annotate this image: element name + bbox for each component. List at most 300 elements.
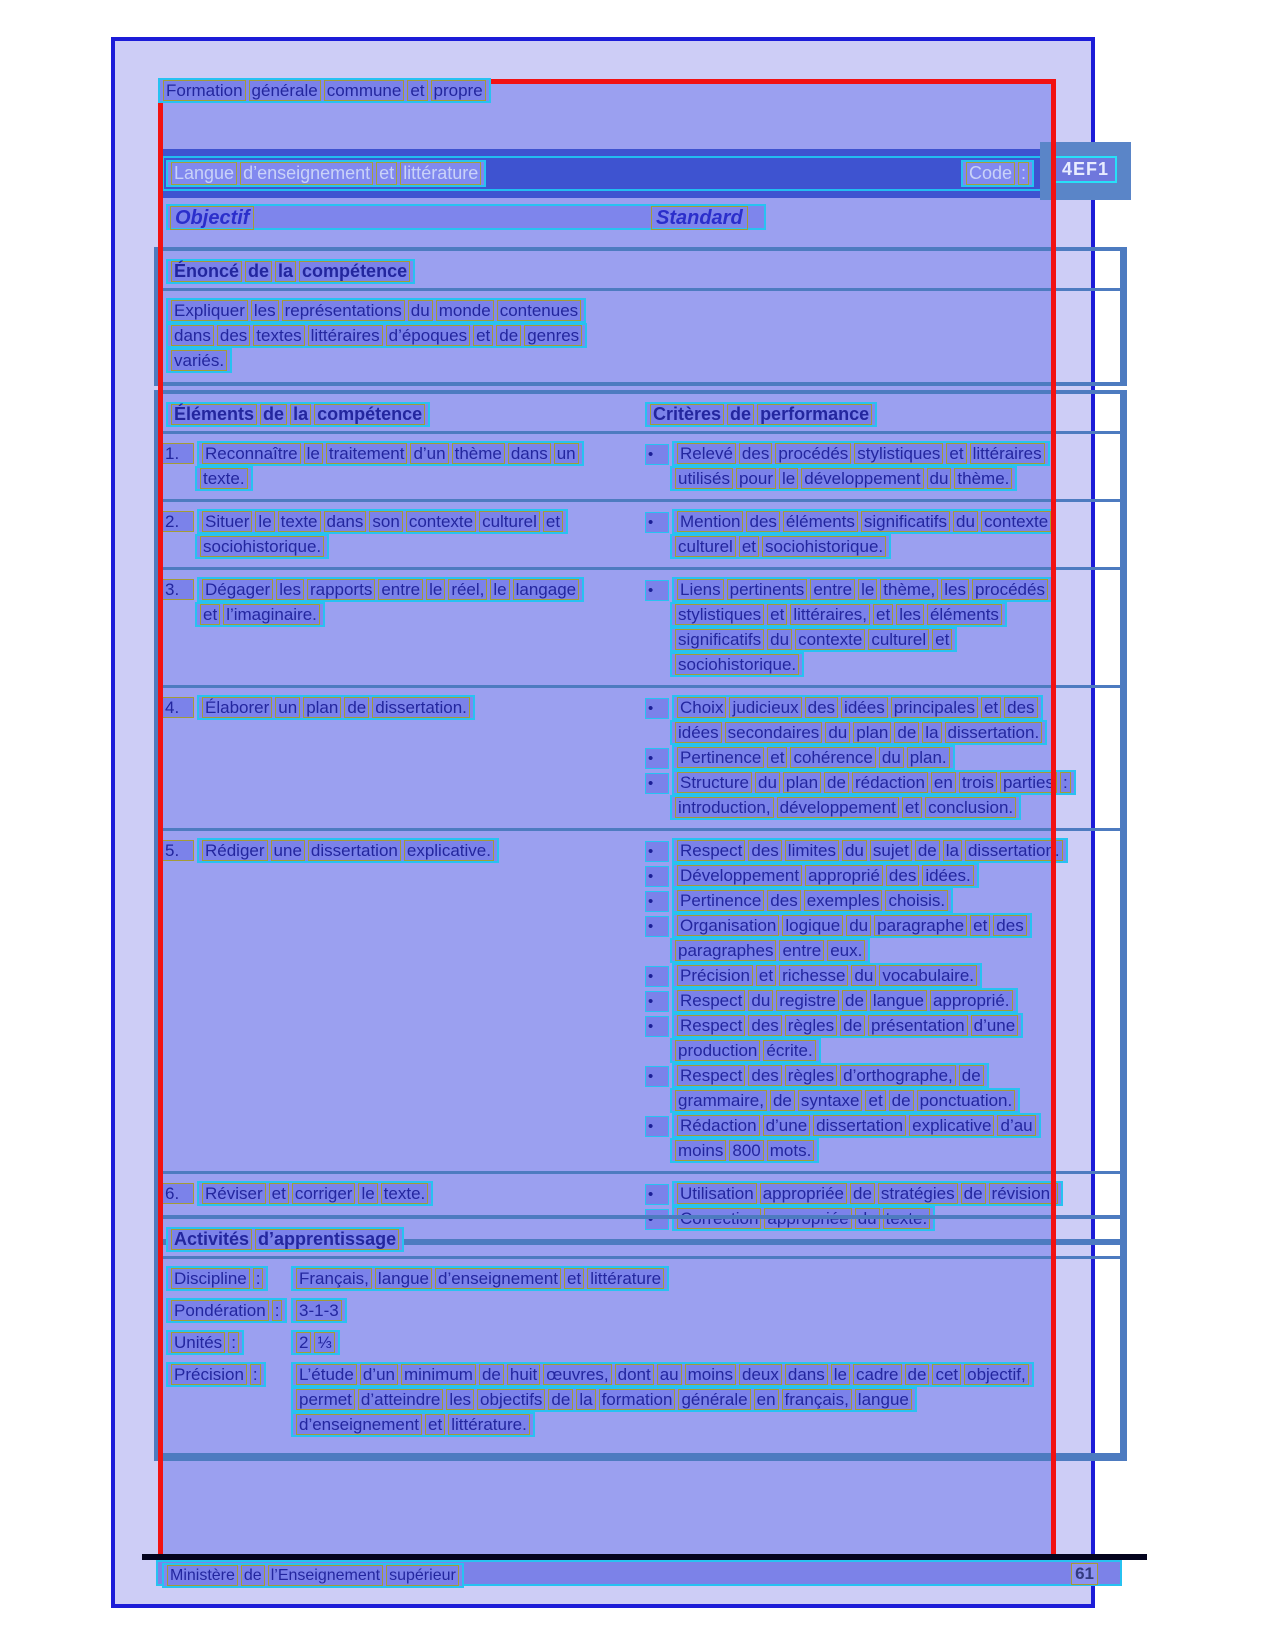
word: contexte bbox=[981, 511, 1051, 532]
text-line bbox=[670, 602, 1120, 624]
text-line bbox=[645, 577, 1120, 599]
word: propre bbox=[431, 80, 486, 101]
word: cet bbox=[932, 1364, 961, 1385]
elements-rows bbox=[158, 434, 1120, 1239]
word: développement bbox=[777, 797, 899, 818]
word: stylistiques bbox=[675, 604, 764, 625]
word: Utilisation bbox=[677, 1183, 757, 1204]
word: du bbox=[855, 1208, 880, 1229]
word: culturel bbox=[479, 511, 540, 532]
text-line bbox=[162, 695, 645, 717]
word: son bbox=[369, 511, 402, 532]
word: d’époques bbox=[386, 325, 470, 346]
word: de bbox=[961, 1183, 986, 1204]
word: grammaire, bbox=[675, 1090, 767, 1111]
word: secondaires bbox=[725, 722, 823, 743]
word: Expliquer bbox=[171, 300, 248, 321]
word: et bbox=[981, 697, 1001, 718]
word: la bbox=[576, 1389, 595, 1410]
text-line bbox=[645, 402, 877, 424]
footer-text bbox=[162, 1563, 1120, 1585]
enonce-table bbox=[154, 247, 1127, 386]
word: L’étude bbox=[296, 1364, 357, 1385]
word: conclusion. bbox=[925, 797, 1016, 818]
activites-fields bbox=[158, 1259, 1120, 1453]
word: Développement bbox=[677, 865, 802, 886]
item-number: 4. bbox=[162, 697, 194, 718]
word: traitement bbox=[326, 443, 408, 464]
content-region bbox=[158, 79, 1110, 1584]
word: texte. bbox=[200, 468, 248, 489]
word: d’enseignement bbox=[435, 1268, 561, 1289]
bullet-icon: • bbox=[645, 1209, 669, 1230]
word: culturel bbox=[675, 536, 736, 557]
text-line bbox=[166, 259, 1120, 281]
word: et bbox=[902, 797, 922, 818]
bullet-icon: • bbox=[645, 512, 669, 533]
word: : bbox=[1060, 772, 1071, 793]
code-value: 4EF1 bbox=[1054, 156, 1117, 183]
word: : bbox=[1018, 162, 1029, 185]
word: et bbox=[564, 1268, 584, 1289]
word: du bbox=[846, 915, 871, 936]
activites-heading bbox=[158, 1219, 1120, 1259]
word: registre bbox=[776, 990, 839, 1011]
word: introduction, bbox=[675, 797, 774, 818]
word: et bbox=[200, 604, 220, 625]
word: parties bbox=[1000, 772, 1057, 793]
word: : bbox=[272, 1300, 283, 1321]
word: de bbox=[905, 1364, 930, 1385]
word: : bbox=[228, 1332, 239, 1353]
word: dans bbox=[324, 511, 367, 532]
element-cell bbox=[158, 570, 645, 685]
word: de bbox=[770, 1090, 795, 1111]
word: sociohistorique. bbox=[762, 536, 886, 557]
word: utilisés bbox=[675, 468, 733, 489]
word: et bbox=[739, 536, 759, 557]
word: des bbox=[748, 840, 781, 861]
text-line bbox=[670, 1138, 1120, 1160]
text-line bbox=[645, 745, 1120, 767]
text-line bbox=[162, 577, 645, 599]
word: présentation bbox=[868, 1015, 968, 1036]
criteria-cell bbox=[645, 502, 1120, 567]
field-value bbox=[291, 1266, 1120, 1291]
bullet-icon: • bbox=[645, 1016, 669, 1037]
bullet-icon: • bbox=[645, 698, 669, 719]
enonce-heading bbox=[158, 251, 1120, 291]
word: de bbox=[496, 325, 521, 346]
word: du bbox=[953, 511, 978, 532]
word: Respect bbox=[677, 1065, 745, 1086]
word: règles bbox=[785, 1015, 837, 1036]
word: dans bbox=[171, 325, 214, 346]
word: du bbox=[927, 468, 952, 489]
text-line bbox=[645, 988, 1120, 1010]
text-line bbox=[645, 963, 1120, 985]
word: le bbox=[779, 468, 798, 489]
word: et bbox=[376, 162, 397, 185]
text-line bbox=[645, 888, 1120, 910]
word: cadre bbox=[853, 1364, 902, 1385]
text-line bbox=[670, 534, 1120, 556]
word: et bbox=[932, 629, 952, 650]
word: Activités bbox=[171, 1229, 252, 1250]
item-number: 1. bbox=[162, 443, 194, 464]
word: d’atteindre bbox=[358, 1389, 443, 1410]
word: de bbox=[959, 1065, 984, 1086]
word: texte. bbox=[883, 1208, 931, 1229]
word: la bbox=[290, 404, 311, 425]
element-cell bbox=[158, 831, 645, 1171]
word: un bbox=[275, 697, 300, 718]
word: dissertation bbox=[813, 1115, 906, 1136]
word: des bbox=[1004, 697, 1037, 718]
word: Reconnaître bbox=[202, 443, 301, 464]
word: Ministère bbox=[167, 1565, 238, 1586]
word: monde bbox=[436, 300, 494, 321]
word: Pertinence bbox=[677, 747, 764, 768]
word: significatifs bbox=[861, 511, 950, 532]
word: eux. bbox=[827, 940, 865, 961]
word: les bbox=[251, 300, 279, 321]
word: d’orthographe, bbox=[840, 1065, 956, 1086]
text-line bbox=[291, 1298, 1120, 1320]
word: thème. bbox=[954, 468, 1012, 489]
bullet-icon: • bbox=[645, 991, 669, 1012]
word: de bbox=[260, 404, 287, 425]
word: le bbox=[426, 579, 445, 600]
word: plan bbox=[783, 772, 821, 793]
code-label bbox=[961, 160, 1034, 187]
word: 3-1-3 bbox=[296, 1300, 342, 1321]
word: de bbox=[824, 772, 849, 793]
text-line bbox=[162, 1181, 645, 1203]
word: et bbox=[865, 1090, 885, 1111]
word: de bbox=[548, 1389, 573, 1410]
bullet-icon: • bbox=[645, 1066, 669, 1087]
word: deux bbox=[739, 1364, 782, 1385]
word: dissertation. bbox=[965, 840, 1063, 861]
text-line bbox=[166, 1298, 291, 1320]
word: formation bbox=[599, 1389, 676, 1410]
word: du bbox=[767, 629, 792, 650]
word: œuvres, bbox=[543, 1364, 611, 1385]
bullet-icon: • bbox=[645, 1116, 669, 1137]
word: d’un bbox=[410, 443, 448, 464]
word: dans bbox=[785, 1364, 828, 1385]
word: un bbox=[554, 443, 579, 464]
activity-field bbox=[166, 1362, 1120, 1437]
word: choisis. bbox=[885, 890, 948, 911]
word: une bbox=[271, 840, 305, 861]
word: procédés bbox=[972, 579, 1048, 600]
word: et bbox=[767, 604, 787, 625]
text-line bbox=[670, 720, 1120, 742]
field-value bbox=[291, 1330, 1120, 1355]
word: : bbox=[250, 1364, 261, 1385]
word: performance bbox=[757, 404, 872, 425]
word: de bbox=[894, 722, 919, 743]
competence-row bbox=[158, 831, 1120, 1174]
criteria-cell bbox=[645, 570, 1120, 685]
bullet-icon: • bbox=[645, 841, 669, 862]
word: du bbox=[879, 747, 904, 768]
text-line bbox=[166, 1227, 1120, 1249]
competence-row bbox=[158, 434, 1120, 502]
word: syntaxe bbox=[798, 1090, 863, 1111]
activity-field bbox=[166, 1298, 1120, 1323]
elements-table bbox=[154, 390, 1127, 1245]
title-band bbox=[159, 149, 1056, 198]
word: entre bbox=[779, 940, 824, 961]
element-cell bbox=[158, 688, 645, 828]
elements-heading bbox=[158, 402, 645, 424]
text-line bbox=[645, 1013, 1120, 1035]
word: de bbox=[842, 990, 867, 1011]
word: littéraires bbox=[970, 443, 1045, 464]
word: explicative. bbox=[404, 840, 494, 861]
word: plan. bbox=[907, 747, 950, 768]
word: langue bbox=[375, 1268, 432, 1289]
elements-header-row bbox=[158, 394, 1120, 434]
word: commune bbox=[324, 80, 405, 101]
word: en bbox=[931, 772, 956, 793]
word: Unités bbox=[171, 1332, 225, 1353]
field-value bbox=[291, 1298, 1120, 1323]
word: Dégager bbox=[202, 579, 273, 600]
bullet-icon: • bbox=[645, 580, 669, 601]
word: Pondération bbox=[171, 1300, 269, 1321]
word: littérature. bbox=[448, 1414, 530, 1435]
word: corriger bbox=[292, 1183, 356, 1204]
word: dissertation bbox=[308, 840, 401, 861]
activites-table bbox=[154, 1215, 1127, 1461]
word: et bbox=[756, 965, 776, 986]
word: et bbox=[946, 443, 966, 464]
word: textes bbox=[253, 325, 304, 346]
word: : bbox=[253, 1268, 264, 1289]
text-line bbox=[166, 323, 1120, 345]
bullet-icon: • bbox=[645, 966, 669, 987]
word: en bbox=[754, 1389, 779, 1410]
word: contexte bbox=[406, 511, 476, 532]
word: 2 bbox=[296, 1332, 311, 1353]
word: paragraphes bbox=[675, 940, 776, 961]
text-line bbox=[645, 1181, 1120, 1203]
criteria-cell bbox=[645, 688, 1120, 828]
text-line bbox=[645, 509, 1120, 531]
word: plan bbox=[303, 697, 341, 718]
word: littérature bbox=[587, 1268, 664, 1289]
word: logique bbox=[782, 915, 843, 936]
word: des bbox=[748, 1015, 781, 1036]
word: dont bbox=[615, 1364, 654, 1385]
word: le bbox=[490, 579, 509, 600]
word: l’imaginaire. bbox=[223, 604, 320, 625]
word: pertinents bbox=[727, 579, 808, 600]
word: de bbox=[344, 697, 369, 718]
word: éléments bbox=[927, 604, 1002, 625]
word: générale bbox=[249, 80, 321, 101]
text-line bbox=[670, 1038, 1120, 1060]
word: production bbox=[675, 1040, 760, 1061]
word: langue bbox=[855, 1389, 912, 1410]
word: rapports bbox=[307, 579, 375, 600]
word: français, bbox=[782, 1389, 852, 1410]
word: des bbox=[767, 890, 800, 911]
word: Précision bbox=[677, 965, 753, 986]
word: langue bbox=[870, 990, 927, 1011]
word: d’enseignement bbox=[296, 1414, 422, 1435]
word: Précision bbox=[171, 1364, 247, 1385]
word: développement bbox=[801, 468, 923, 489]
text-line bbox=[162, 838, 645, 860]
bullet-icon: • bbox=[645, 773, 669, 794]
word: Mention bbox=[677, 511, 743, 532]
competence-row bbox=[158, 570, 1120, 688]
criteria-cell bbox=[645, 831, 1120, 1171]
item-number: 6. bbox=[162, 1183, 194, 1204]
text-line bbox=[645, 1063, 1120, 1085]
word: thème, bbox=[880, 579, 938, 600]
word: et bbox=[407, 80, 427, 101]
word: minimum bbox=[401, 1364, 476, 1385]
competence-row bbox=[158, 688, 1120, 831]
word: et bbox=[970, 915, 990, 936]
word: approprié bbox=[805, 865, 883, 886]
page-number: 61 bbox=[1071, 1563, 1098, 1585]
word: des bbox=[746, 511, 779, 532]
text-line bbox=[291, 1412, 1120, 1434]
word: idées bbox=[675, 722, 722, 743]
word: la bbox=[922, 722, 941, 743]
word: du bbox=[748, 990, 773, 1011]
word: Formation bbox=[163, 80, 246, 101]
word: d’une bbox=[971, 1015, 1019, 1036]
word: explicative bbox=[909, 1115, 994, 1136]
word: moins bbox=[685, 1364, 736, 1385]
bullet-icon: • bbox=[645, 444, 669, 465]
text-line bbox=[166, 402, 645, 424]
bullet-icon: • bbox=[645, 891, 669, 912]
text-line bbox=[670, 627, 1120, 649]
word: significatifs bbox=[675, 629, 764, 650]
word: appropriée bbox=[760, 1183, 847, 1204]
element-cell bbox=[158, 434, 645, 499]
word: des bbox=[217, 325, 250, 346]
word: ponctuation. bbox=[917, 1090, 1016, 1111]
text-line bbox=[645, 770, 1120, 792]
word: le bbox=[255, 511, 274, 532]
word: genres bbox=[524, 325, 582, 346]
word: de bbox=[850, 1183, 875, 1204]
word: Énoncé bbox=[171, 261, 242, 282]
word: Critères bbox=[650, 404, 724, 425]
word: contexte bbox=[795, 629, 865, 650]
word: plan bbox=[853, 722, 891, 743]
word: et bbox=[543, 511, 563, 532]
word: 800 bbox=[729, 1140, 763, 1161]
text-line bbox=[166, 348, 1120, 370]
text-line bbox=[162, 509, 645, 531]
word: dans bbox=[508, 443, 551, 464]
word: de bbox=[479, 1364, 504, 1385]
word: variés. bbox=[171, 350, 227, 371]
word: principales bbox=[891, 697, 978, 718]
word: pour bbox=[736, 468, 776, 489]
bullet-icon: • bbox=[645, 916, 669, 937]
element-cell bbox=[158, 502, 645, 567]
word: sociohistorique. bbox=[675, 654, 799, 675]
word: Rédaction bbox=[677, 1115, 760, 1136]
word: Respect bbox=[677, 1015, 745, 1036]
text-line bbox=[645, 1113, 1120, 1135]
word: Code bbox=[966, 162, 1015, 185]
text-line bbox=[195, 602, 645, 624]
word: du bbox=[408, 300, 433, 321]
word: de bbox=[889, 1090, 914, 1111]
footer-band bbox=[156, 1560, 1122, 1586]
word: procédés bbox=[775, 443, 851, 464]
word: de bbox=[840, 1015, 865, 1036]
field-value bbox=[291, 1362, 1120, 1437]
word: de bbox=[727, 404, 754, 425]
word: l’Enseignement bbox=[268, 1565, 383, 1586]
word: Pertinence bbox=[677, 890, 764, 911]
word: et bbox=[873, 604, 893, 625]
word: culturel bbox=[868, 629, 929, 650]
standard-heading: Standard bbox=[651, 206, 748, 230]
word: les bbox=[276, 579, 304, 600]
word: du bbox=[825, 722, 850, 743]
word: le bbox=[831, 1364, 850, 1385]
item-number: 2. bbox=[162, 511, 194, 532]
field-label bbox=[166, 1266, 291, 1291]
word: entre bbox=[378, 579, 423, 600]
word: d’un bbox=[360, 1364, 398, 1385]
word: texte bbox=[278, 511, 321, 532]
word: approprié. bbox=[930, 990, 1013, 1011]
word: de bbox=[241, 1565, 265, 1586]
word: des bbox=[805, 697, 838, 718]
text-line bbox=[162, 441, 645, 463]
word: rédaction bbox=[852, 772, 928, 793]
text-line bbox=[670, 795, 1120, 817]
word: thème bbox=[452, 443, 505, 464]
word: règles bbox=[785, 1065, 837, 1086]
word: exemples bbox=[804, 890, 883, 911]
word: et bbox=[473, 325, 493, 346]
text-line bbox=[670, 938, 1120, 960]
enonce-body bbox=[158, 291, 1120, 382]
word: richesse bbox=[779, 965, 848, 986]
word: permet bbox=[296, 1389, 355, 1410]
word: objectif, bbox=[964, 1364, 1029, 1385]
word: d’une bbox=[763, 1115, 811, 1136]
document-page bbox=[111, 37, 1110, 1608]
text-line bbox=[645, 695, 1120, 717]
text-line bbox=[166, 298, 1120, 320]
word: de bbox=[245, 261, 272, 282]
text-line bbox=[645, 441, 1120, 463]
item-number: 3. bbox=[162, 579, 194, 600]
word: des bbox=[886, 865, 919, 886]
text-line bbox=[291, 1266, 1120, 1288]
word: Réviser bbox=[202, 1183, 266, 1204]
bullet-icon: • bbox=[645, 866, 669, 887]
